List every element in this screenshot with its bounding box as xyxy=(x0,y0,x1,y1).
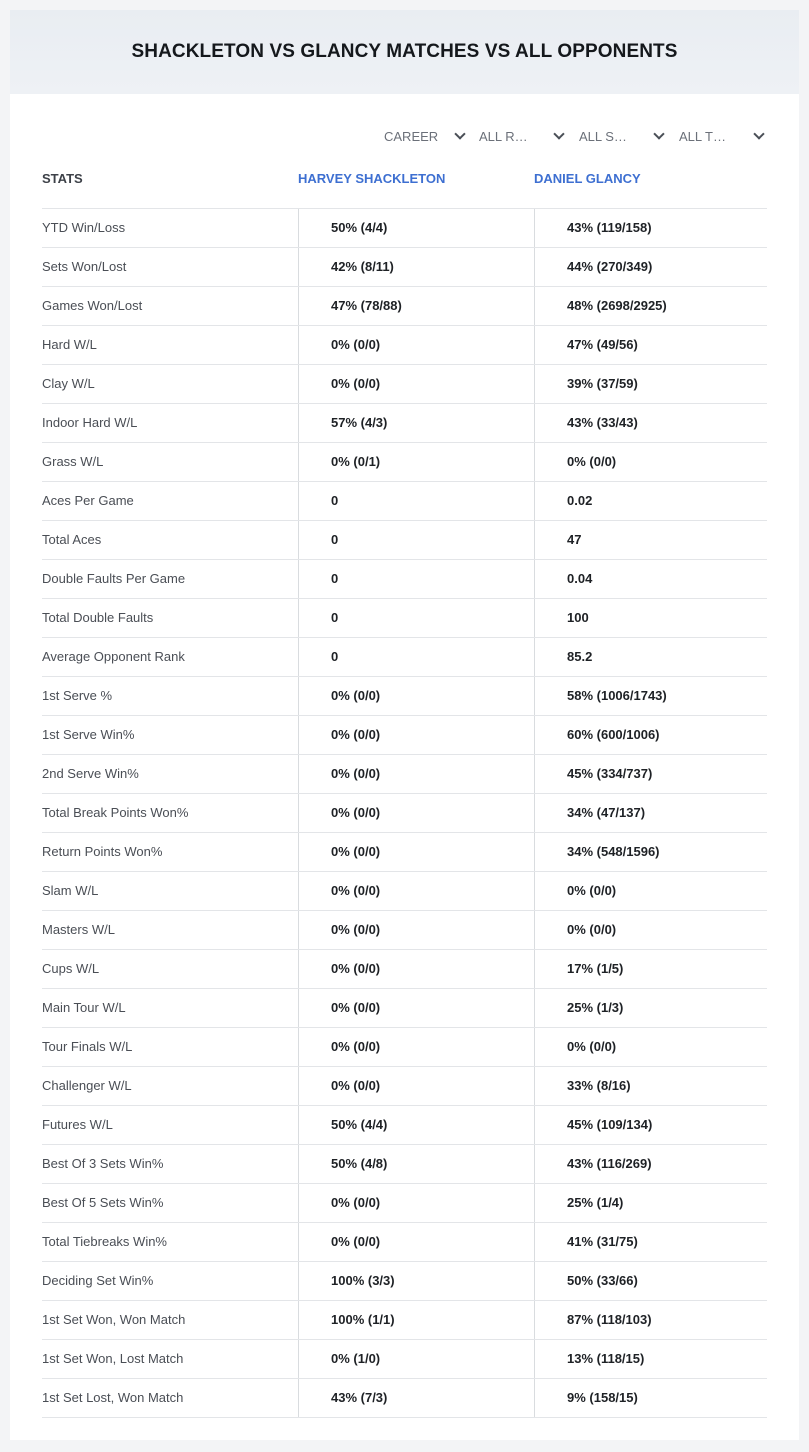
stat-label: Deciding Set Win% xyxy=(42,1273,154,1288)
stat-label: Tour Finals W/L xyxy=(42,1039,133,1054)
player2-value: 13% (118/15) xyxy=(534,1340,767,1378)
player1-value: 0% (0/1) xyxy=(298,443,534,481)
table-row xyxy=(42,248,767,287)
table-row xyxy=(42,443,767,482)
player2-value: 0% (0/0) xyxy=(534,872,767,910)
tournament-filter-select[interactable] xyxy=(679,122,765,150)
player1-value: 0% (0/0) xyxy=(298,872,534,910)
player2-value: 43% (33/43) xyxy=(534,404,767,442)
player2-value: 25% (1/3) xyxy=(534,989,767,1027)
player1-value: 50% (4/4) xyxy=(298,209,534,247)
table-row xyxy=(42,1223,767,1262)
table-row xyxy=(42,1106,767,1145)
player1-value: 0% (0/0) xyxy=(298,833,534,871)
player1-value: 57% (4/3) xyxy=(298,404,534,442)
table-row xyxy=(42,950,767,989)
stat-label: Masters W/L xyxy=(42,922,115,937)
stat-label: Best Of 3 Sets Win% xyxy=(42,1156,164,1171)
player1-column-header[interactable]: HARVEY SHACKLETON xyxy=(298,171,446,186)
player1-value: 0 xyxy=(298,521,534,559)
player1-value: 0% (0/0) xyxy=(298,794,534,832)
page-title: SHACKLETON VS GLANCY MATCHES VS ALL OPPONENTS xyxy=(131,41,678,62)
player1-value: 0 xyxy=(298,638,534,676)
stat-label: Cups W/L xyxy=(42,961,100,976)
table-row xyxy=(42,638,767,677)
player1-value: 50% (4/4) xyxy=(298,1106,534,1144)
player2-value: 0% (0/0) xyxy=(534,911,767,949)
table-row xyxy=(42,833,767,872)
table-row xyxy=(42,911,767,950)
player2-value: 60% (600/1006) xyxy=(534,716,767,754)
table-row xyxy=(42,404,767,443)
player2-value: 43% (116/269) xyxy=(534,1145,767,1183)
player2-value: 34% (548/1596) xyxy=(534,833,767,871)
stats-column-header: STATS xyxy=(42,171,83,186)
table-row xyxy=(42,755,767,794)
stat-label: Total Double Faults xyxy=(42,610,154,625)
table-row xyxy=(42,1301,767,1340)
chevron-down-icon xyxy=(753,128,764,139)
player1-value: 0 xyxy=(298,482,534,520)
surface-filter-select[interactable] xyxy=(579,122,665,150)
table-row xyxy=(42,989,767,1028)
player1-value: 0% (1/0) xyxy=(298,1340,534,1378)
player1-value: 42% (8/11) xyxy=(298,248,534,286)
player2-column-header[interactable]: DANIEL GLANCY xyxy=(534,171,641,186)
stat-label: Sets Won/Lost xyxy=(42,259,127,274)
table-row xyxy=(42,677,767,716)
player2-value: 58% (1006/1743) xyxy=(534,677,767,715)
filter-bar xyxy=(10,122,799,150)
player2-value: 47 xyxy=(534,521,767,559)
stat-label: YTD Win/Loss xyxy=(42,220,126,235)
player2-value: 100 xyxy=(534,599,767,637)
player1-value: 0 xyxy=(298,599,534,637)
player2-value: 0% (0/0) xyxy=(534,1028,767,1066)
round-filter-select[interactable] xyxy=(479,122,565,150)
player2-value: 33% (8/16) xyxy=(534,1067,767,1105)
player1-value: 100% (1/1) xyxy=(298,1301,534,1339)
stat-label: Slam W/L xyxy=(42,883,99,898)
stat-label: Best Of 5 Sets Win% xyxy=(42,1195,164,1210)
stat-label: Average Opponent Rank xyxy=(42,649,185,664)
player2-value: 41% (31/75) xyxy=(534,1223,767,1261)
player1-value: 0% (0/0) xyxy=(298,365,534,403)
stat-label: Total Tiebreaks Win% xyxy=(42,1234,167,1249)
table-header xyxy=(42,170,767,208)
player2-value: 0.04 xyxy=(534,560,767,598)
stat-label: Main Tour W/L xyxy=(42,1000,126,1015)
player2-value: 48% (2698/2925) xyxy=(534,287,767,325)
player2-value: 9% (158/15) xyxy=(534,1379,767,1417)
stat-label: Aces Per Game xyxy=(42,493,134,508)
stat-label: Double Faults Per Game xyxy=(42,571,186,586)
table-row xyxy=(42,365,767,404)
stat-label: 1st Serve Win% xyxy=(42,727,135,742)
player1-value: 0 xyxy=(298,560,534,598)
player1-value: 0% (0/0) xyxy=(298,755,534,793)
chevron-down-icon xyxy=(553,128,564,139)
stat-label: Futures W/L xyxy=(42,1117,113,1132)
stat-label: 2nd Serve Win% xyxy=(42,766,139,781)
player2-value: 25% (1/4) xyxy=(534,1184,767,1222)
player2-value: 39% (37/59) xyxy=(534,365,767,403)
stat-label: 1st Set Lost, Won Match xyxy=(42,1390,184,1405)
player1-value: 0% (0/0) xyxy=(298,1184,534,1222)
player1-value: 0% (0/0) xyxy=(298,950,534,988)
stat-label: Hard W/L xyxy=(42,337,97,352)
player1-value: 50% (4/8) xyxy=(298,1145,534,1183)
stat-label: Clay W/L xyxy=(42,376,95,391)
player1-value: 47% (78/88) xyxy=(298,287,534,325)
table-row xyxy=(42,287,767,326)
stat-label: Indoor Hard W/L xyxy=(42,415,138,430)
stat-label: Games Won/Lost xyxy=(42,298,143,313)
stat-label: Return Points Won% xyxy=(42,844,163,859)
player2-value: 44% (270/349) xyxy=(534,248,767,286)
player1-value: 0% (0/0) xyxy=(298,989,534,1027)
chevron-down-icon xyxy=(653,128,664,139)
table-row xyxy=(42,1028,767,1067)
player2-value: 45% (109/134) xyxy=(534,1106,767,1144)
player2-value: 50% (33/66) xyxy=(534,1262,767,1300)
stat-label: Challenger W/L xyxy=(42,1078,132,1093)
table-row xyxy=(42,521,767,560)
table-row xyxy=(42,560,767,599)
period-filter-label: CAREER xyxy=(384,128,439,144)
player2-value: 0% (0/0) xyxy=(534,443,767,481)
player1-value: 0% (0/0) xyxy=(298,677,534,715)
stat-label: Total Break Points Won% xyxy=(42,805,189,820)
player1-value: 0% (0/0) xyxy=(298,716,534,754)
stats-card xyxy=(10,10,799,1440)
player2-value: 0.02 xyxy=(534,482,767,520)
table-row xyxy=(42,599,767,638)
table-row xyxy=(42,1262,767,1301)
player2-value: 17% (1/5) xyxy=(534,950,767,988)
chevron-down-icon xyxy=(454,128,465,139)
period-filter-select[interactable] xyxy=(384,122,466,150)
player2-value: 47% (49/56) xyxy=(534,326,767,364)
surface-filter-label: ALL S… xyxy=(579,128,627,144)
round-filter-label: ALL R… xyxy=(479,128,528,144)
card-header xyxy=(10,10,799,94)
stat-label: Total Aces xyxy=(42,532,102,547)
player1-value: 0% (0/0) xyxy=(298,1028,534,1066)
player2-value: 85.2 xyxy=(534,638,767,676)
player1-value: 0% (0/0) xyxy=(298,1223,534,1261)
table-row xyxy=(42,209,767,248)
table-row xyxy=(42,1067,767,1106)
player2-value: 45% (334/737) xyxy=(534,755,767,793)
player1-value: 0% (0/0) xyxy=(298,1067,534,1105)
table-row xyxy=(42,716,767,755)
table-row xyxy=(42,482,767,521)
stat-label: 1st Set Won, Won Match xyxy=(42,1312,186,1327)
stat-label: Grass W/L xyxy=(42,454,104,469)
table-row xyxy=(42,1379,767,1418)
table-row xyxy=(42,1145,767,1184)
table-row xyxy=(42,1184,767,1223)
player1-value: 43% (7/3) xyxy=(298,1379,534,1417)
stats-table-body xyxy=(42,208,767,1418)
stat-label: 1st Set Won, Lost Match xyxy=(42,1351,184,1366)
player2-value: 43% (119/158) xyxy=(534,209,767,247)
table-row xyxy=(42,326,767,365)
player1-value: 100% (3/3) xyxy=(298,1262,534,1300)
player2-value: 34% (47/137) xyxy=(534,794,767,832)
player1-value: 0% (0/0) xyxy=(298,326,534,364)
table-row xyxy=(42,872,767,911)
stat-label: 1st Serve % xyxy=(42,688,113,703)
table-row xyxy=(42,794,767,833)
tournament-filter-label: ALL T… xyxy=(679,128,726,144)
player2-value: 87% (118/103) xyxy=(534,1301,767,1339)
table-row xyxy=(42,1340,767,1379)
player1-value: 0% (0/0) xyxy=(298,911,534,949)
